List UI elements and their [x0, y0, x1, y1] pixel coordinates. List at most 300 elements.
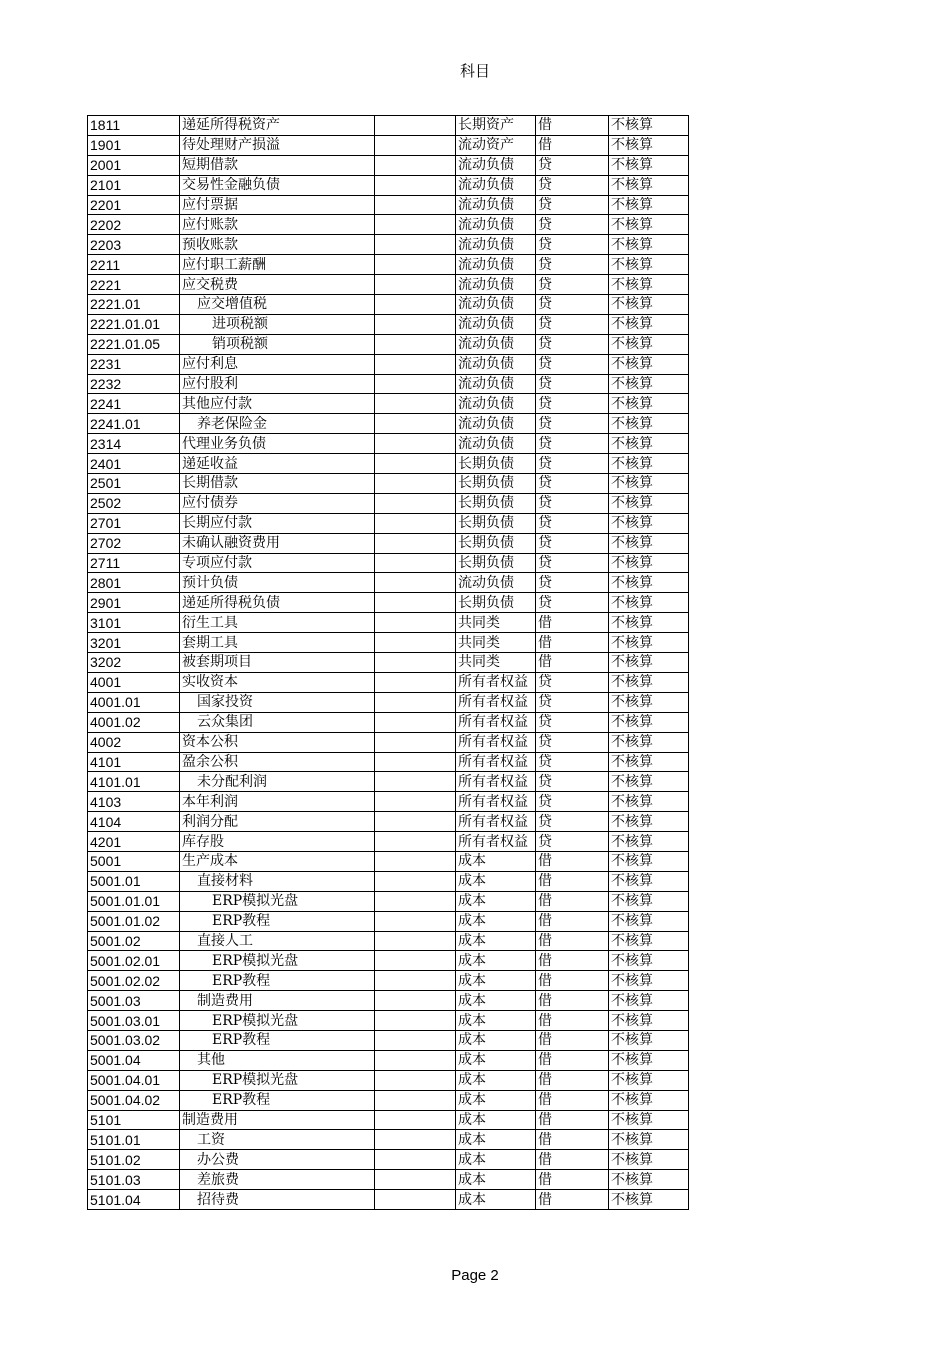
- blank-cell: [375, 1011, 456, 1031]
- account-name-cell: 衍生工具: [180, 613, 375, 633]
- table-row: [88, 533, 689, 553]
- accounting-cell: 不核算: [609, 513, 689, 533]
- accounting-cell: 不核算: [609, 553, 689, 573]
- account-code-cell: 1811: [88, 116, 180, 136]
- blank-cell: [375, 832, 456, 852]
- account-code-cell: 5001.04.01: [88, 1070, 180, 1090]
- account-code-cell: 4001.01: [88, 692, 180, 712]
- balance-direction-cell: 借: [536, 135, 609, 155]
- account-code-cell: 3202: [88, 653, 180, 673]
- account-code-cell: 5101.01: [88, 1130, 180, 1150]
- table-row: [88, 116, 689, 136]
- blank-cell: [375, 235, 456, 255]
- table-row: [88, 1050, 689, 1070]
- accounting-cell: 不核算: [609, 832, 689, 852]
- account-name-cell: 云众集团: [180, 712, 375, 732]
- accounting-cell: 不核算: [609, 474, 689, 494]
- account-code-cell: 2702: [88, 533, 180, 553]
- accounting-cell: 不核算: [609, 752, 689, 772]
- account-code-cell: 2801: [88, 573, 180, 593]
- balance-direction-cell: 借: [536, 1130, 609, 1150]
- blank-cell: [375, 1130, 456, 1150]
- accounting-cell: 不核算: [609, 394, 689, 414]
- account-code-cell: 4002: [88, 732, 180, 752]
- blank-cell: [375, 295, 456, 315]
- account-type-cell: 成本: [456, 991, 536, 1011]
- blank-cell: [375, 155, 456, 175]
- account-code-cell: 4001: [88, 672, 180, 692]
- table-row: [88, 454, 689, 474]
- table-row: [88, 812, 689, 832]
- blank-cell: [375, 573, 456, 593]
- table-row: [88, 314, 689, 334]
- balance-direction-cell: 贷: [536, 235, 609, 255]
- table-row: [88, 692, 689, 712]
- accounting-cell: 不核算: [609, 1190, 689, 1210]
- account-code-cell: 4101: [88, 752, 180, 772]
- table-row: [88, 1150, 689, 1170]
- balance-direction-cell: 贷: [536, 732, 609, 752]
- account-code-cell: 2241: [88, 394, 180, 414]
- blank-cell: [375, 633, 456, 653]
- balance-direction-cell: 借: [536, 991, 609, 1011]
- table-row: [88, 135, 689, 155]
- blank-cell: [375, 613, 456, 633]
- account-name-cell: 其他: [180, 1050, 375, 1070]
- table-row: [88, 752, 689, 772]
- balance-direction-cell: 借: [536, 871, 609, 891]
- balance-direction-cell: 贷: [536, 513, 609, 533]
- balance-direction-cell: 贷: [536, 195, 609, 215]
- account-name-cell: 递延所得税资产: [180, 116, 375, 136]
- account-type-cell: 所有者权益: [456, 772, 536, 792]
- accounting-cell: 不核算: [609, 812, 689, 832]
- blank-cell: [375, 135, 456, 155]
- account-code-cell: 2211: [88, 255, 180, 275]
- account-name-cell: 招待费: [180, 1190, 375, 1210]
- account-code-cell: 3101: [88, 613, 180, 633]
- account-name-cell: 递延收益: [180, 454, 375, 474]
- blank-cell: [375, 653, 456, 673]
- account-code-cell: 2221.01.01: [88, 314, 180, 334]
- blank-cell: [375, 513, 456, 533]
- accounting-cell: 不核算: [609, 354, 689, 374]
- table-row: [88, 374, 689, 394]
- blank-cell: [375, 712, 456, 732]
- balance-direction-cell: 借: [536, 613, 609, 633]
- account-name-cell: 应交增值税: [180, 295, 375, 315]
- balance-direction-cell: 贷: [536, 215, 609, 235]
- account-name-cell: 交易性金融负债: [180, 175, 375, 195]
- accounting-cell: 不核算: [609, 493, 689, 513]
- account-type-cell: 所有者权益: [456, 672, 536, 692]
- account-code-cell: 2314: [88, 434, 180, 454]
- accounting-cell: 不核算: [609, 851, 689, 871]
- accounting-cell: 不核算: [609, 772, 689, 792]
- account-type-cell: 流动负债: [456, 434, 536, 454]
- blank-cell: [375, 752, 456, 772]
- balance-direction-cell: 贷: [536, 712, 609, 732]
- table-row: [88, 175, 689, 195]
- account-type-cell: 流动负债: [456, 394, 536, 414]
- balance-direction-cell: 借: [536, 653, 609, 673]
- blank-cell: [375, 474, 456, 494]
- account-type-cell: 所有者权益: [456, 752, 536, 772]
- balance-direction-cell: 借: [536, 1170, 609, 1190]
- account-type-cell: 流动负债: [456, 175, 536, 195]
- table-row: [88, 792, 689, 812]
- account-type-cell: 长期资产: [456, 116, 536, 136]
- blank-cell: [375, 215, 456, 235]
- account-name-cell: 进项税额: [180, 314, 375, 334]
- accounting-cell: 不核算: [609, 195, 689, 215]
- account-table: [87, 115, 689, 1210]
- accounting-cell: 不核算: [609, 692, 689, 712]
- account-code-cell: 2901: [88, 593, 180, 613]
- account-type-cell: 成本: [456, 911, 536, 931]
- blank-cell: [375, 772, 456, 792]
- balance-direction-cell: 贷: [536, 474, 609, 494]
- account-code-cell: 2711: [88, 553, 180, 573]
- account-code-cell: 2202: [88, 215, 180, 235]
- account-type-cell: 成本: [456, 891, 536, 911]
- account-code-cell: 5001.04.02: [88, 1090, 180, 1110]
- account-name-cell: ERP模拟光盘: [180, 1011, 375, 1031]
- account-type-cell: 流动负债: [456, 354, 536, 374]
- account-name-cell: 代理业务负债: [180, 434, 375, 454]
- account-type-cell: 成本: [456, 1070, 536, 1090]
- account-name-cell: 套期工具: [180, 633, 375, 653]
- blank-cell: [375, 891, 456, 911]
- table-row: [88, 255, 689, 275]
- accounting-cell: 不核算: [609, 792, 689, 812]
- accounting-cell: 不核算: [609, 911, 689, 931]
- accounting-cell: 不核算: [609, 1030, 689, 1050]
- account-type-cell: 所有者权益: [456, 832, 536, 852]
- table-row: [88, 633, 689, 653]
- account-type-cell: 成本: [456, 871, 536, 891]
- account-type-cell: 所有者权益: [456, 712, 536, 732]
- table-row: [88, 235, 689, 255]
- accounting-cell: 不核算: [609, 215, 689, 235]
- account-name-cell: 应付利息: [180, 354, 375, 374]
- accounting-cell: 不核算: [609, 235, 689, 255]
- table-row: [88, 891, 689, 911]
- account-type-cell: 成本: [456, 1110, 536, 1130]
- table-row: [88, 1030, 689, 1050]
- blank-cell: [375, 971, 456, 991]
- table-row: [88, 672, 689, 692]
- balance-direction-cell: 贷: [536, 354, 609, 374]
- account-type-cell: 长期负债: [456, 493, 536, 513]
- account-code-cell: 2231: [88, 354, 180, 374]
- account-code-cell: 4103: [88, 792, 180, 812]
- account-name-cell: ERP教程: [180, 1090, 375, 1110]
- accounting-cell: 不核算: [609, 1090, 689, 1110]
- table-row: [88, 593, 689, 613]
- account-name-cell: 工资: [180, 1130, 375, 1150]
- balance-direction-cell: 借: [536, 911, 609, 931]
- account-code-cell: 5001.02.02: [88, 971, 180, 991]
- account-name-cell: 销项税额: [180, 334, 375, 354]
- accounting-cell: 不核算: [609, 1170, 689, 1190]
- account-name-cell: 应付票据: [180, 195, 375, 215]
- account-code-cell: 5101.03: [88, 1170, 180, 1190]
- account-type-cell: 所有者权益: [456, 812, 536, 832]
- balance-direction-cell: 贷: [536, 255, 609, 275]
- table-row: [88, 434, 689, 454]
- account-type-cell: 共同类: [456, 653, 536, 673]
- accounting-cell: 不核算: [609, 175, 689, 195]
- account-name-cell: 待处理财产损溢: [180, 135, 375, 155]
- accounting-cell: 不核算: [609, 633, 689, 653]
- table-row: [88, 911, 689, 931]
- account-name-cell: ERP模拟光盘: [180, 1070, 375, 1090]
- account-type-cell: 共同类: [456, 633, 536, 653]
- table-row: [88, 1011, 689, 1031]
- account-name-cell: 国家投资: [180, 692, 375, 712]
- blank-cell: [375, 275, 456, 295]
- balance-direction-cell: 借: [536, 971, 609, 991]
- account-code-cell: 5001.04: [88, 1050, 180, 1070]
- account-type-cell: 成本: [456, 1030, 536, 1050]
- blank-cell: [375, 732, 456, 752]
- blank-cell: [375, 991, 456, 1011]
- account-type-cell: 长期负债: [456, 454, 536, 474]
- accounting-cell: 不核算: [609, 1070, 689, 1090]
- table-row: [88, 215, 689, 235]
- accounting-cell: 不核算: [609, 314, 689, 334]
- blank-cell: [375, 255, 456, 275]
- balance-direction-cell: 贷: [536, 752, 609, 772]
- account-type-cell: 所有者权益: [456, 692, 536, 712]
- account-code-cell: 2201: [88, 195, 180, 215]
- blank-cell: [375, 553, 456, 573]
- account-type-cell: 流动负债: [456, 215, 536, 235]
- account-table-body: [88, 116, 689, 1210]
- accounting-cell: 不核算: [609, 931, 689, 951]
- table-row: [88, 1070, 689, 1090]
- account-name-cell: 利润分配: [180, 812, 375, 832]
- blank-cell: [375, 374, 456, 394]
- accounting-cell: 不核算: [609, 414, 689, 434]
- account-code-cell: 5001.03: [88, 991, 180, 1011]
- blank-cell: [375, 533, 456, 553]
- accounting-cell: 不核算: [609, 454, 689, 474]
- table-row: [88, 832, 689, 852]
- account-type-cell: 流动负债: [456, 573, 536, 593]
- balance-direction-cell: 贷: [536, 374, 609, 394]
- balance-direction-cell: 借: [536, 931, 609, 951]
- account-type-cell: 成本: [456, 1130, 536, 1150]
- accounting-cell: 不核算: [609, 1050, 689, 1070]
- table-row: [88, 1170, 689, 1190]
- account-name-cell: ERP模拟光盘: [180, 951, 375, 971]
- account-name-cell: 被套期项目: [180, 653, 375, 673]
- account-type-cell: 长期负债: [456, 593, 536, 613]
- account-type-cell: 成本: [456, 1150, 536, 1170]
- table-row: [88, 573, 689, 593]
- account-code-cell: 3201: [88, 633, 180, 653]
- accounting-cell: 不核算: [609, 653, 689, 673]
- blank-cell: [375, 672, 456, 692]
- table-row: [88, 653, 689, 673]
- account-code-cell: 5001.02.01: [88, 951, 180, 971]
- balance-direction-cell: 借: [536, 1190, 609, 1210]
- account-code-cell: 5001: [88, 851, 180, 871]
- table-row: [88, 553, 689, 573]
- account-type-cell: 流动资产: [456, 135, 536, 155]
- account-name-cell: 养老保险金: [180, 414, 375, 434]
- account-name-cell: 盈余公积: [180, 752, 375, 772]
- account-code-cell: 2232: [88, 374, 180, 394]
- accounting-cell: 不核算: [609, 971, 689, 991]
- table-row: [88, 394, 689, 414]
- account-code-cell: 2001: [88, 155, 180, 175]
- account-type-cell: 共同类: [456, 613, 536, 633]
- account-type-cell: 流动负债: [456, 314, 536, 334]
- account-name-cell: 应交税费: [180, 275, 375, 295]
- balance-direction-cell: 贷: [536, 314, 609, 334]
- account-name-cell: 制造费用: [180, 1110, 375, 1130]
- balance-direction-cell: 贷: [536, 295, 609, 315]
- account-type-cell: 流动负债: [456, 195, 536, 215]
- account-name-cell: 制造费用: [180, 991, 375, 1011]
- balance-direction-cell: 借: [536, 1030, 609, 1050]
- table-row: [88, 1190, 689, 1210]
- account-type-cell: 成本: [456, 1050, 536, 1070]
- account-type-cell: 成本: [456, 1170, 536, 1190]
- account-name-cell: ERP教程: [180, 911, 375, 931]
- blank-cell: [375, 314, 456, 334]
- balance-direction-cell: 借: [536, 1070, 609, 1090]
- account-name-cell: 长期借款: [180, 474, 375, 494]
- account-code-cell: 5101: [88, 1110, 180, 1130]
- balance-direction-cell: 贷: [536, 334, 609, 354]
- blank-cell: [375, 1050, 456, 1070]
- account-name-cell: 资本公积: [180, 732, 375, 752]
- blank-cell: [375, 195, 456, 215]
- page-title: 科目: [459, 62, 490, 80]
- blank-cell: [375, 593, 456, 613]
- account-type-cell: 成本: [456, 1011, 536, 1031]
- account-code-cell: 4201: [88, 832, 180, 852]
- table-row: [88, 414, 689, 434]
- blank-cell: [375, 1070, 456, 1090]
- account-type-cell: 长期负债: [456, 533, 536, 553]
- table-row: [88, 951, 689, 971]
- table-row: [88, 474, 689, 494]
- accounting-cell: 不核算: [609, 255, 689, 275]
- accounting-cell: 不核算: [609, 1011, 689, 1031]
- blank-cell: [375, 1190, 456, 1210]
- blank-cell: [375, 175, 456, 195]
- table-row: [88, 513, 689, 533]
- account-name-cell: 应付股利: [180, 374, 375, 394]
- balance-direction-cell: 贷: [536, 533, 609, 553]
- blank-cell: [375, 792, 456, 812]
- account-name-cell: ERP教程: [180, 971, 375, 991]
- accounting-cell: 不核算: [609, 613, 689, 633]
- balance-direction-cell: 借: [536, 1150, 609, 1170]
- blank-cell: [375, 434, 456, 454]
- account-code-cell: 2501: [88, 474, 180, 494]
- table-row: [88, 334, 689, 354]
- balance-direction-cell: 贷: [536, 832, 609, 852]
- account-code-cell: 5001.03.02: [88, 1030, 180, 1050]
- table-row: [88, 971, 689, 991]
- accounting-cell: 不核算: [609, 1150, 689, 1170]
- blank-cell: [375, 871, 456, 891]
- balance-direction-cell: 贷: [536, 692, 609, 712]
- account-name-cell: 应付债券: [180, 493, 375, 513]
- balance-direction-cell: 借: [536, 1090, 609, 1110]
- account-name-cell: 直接人工: [180, 931, 375, 951]
- account-name-cell: 预计负债: [180, 573, 375, 593]
- account-name-cell: 应付职工薪酬: [180, 255, 375, 275]
- balance-direction-cell: 借: [536, 1110, 609, 1130]
- accounting-cell: 不核算: [609, 374, 689, 394]
- balance-direction-cell: 贷: [536, 275, 609, 295]
- account-name-cell: 实收资本: [180, 672, 375, 692]
- blank-cell: [375, 493, 456, 513]
- table-row: [88, 1090, 689, 1110]
- accounting-cell: 不核算: [609, 334, 689, 354]
- account-code-cell: 2221: [88, 275, 180, 295]
- table-row: [88, 991, 689, 1011]
- accounting-cell: 不核算: [609, 1110, 689, 1130]
- balance-direction-cell: 借: [536, 951, 609, 971]
- account-type-cell: 流动负债: [456, 255, 536, 275]
- accounting-cell: 不核算: [609, 593, 689, 613]
- accounting-cell: 不核算: [609, 275, 689, 295]
- balance-direction-cell: 贷: [536, 394, 609, 414]
- account-name-cell: 未分配利润: [180, 772, 375, 792]
- balance-direction-cell: 贷: [536, 772, 609, 792]
- blank-cell: [375, 454, 456, 474]
- accounting-cell: 不核算: [609, 732, 689, 752]
- table-row: [88, 931, 689, 951]
- table-row: [88, 871, 689, 891]
- table-row: [88, 1130, 689, 1150]
- account-code-cell: 2701: [88, 513, 180, 533]
- blank-cell: [375, 334, 456, 354]
- blank-cell: [375, 414, 456, 434]
- account-code-cell: 4001.02: [88, 712, 180, 732]
- blank-cell: [375, 354, 456, 374]
- account-type-cell: 成本: [456, 1090, 536, 1110]
- account-type-cell: 长期负债: [456, 553, 536, 573]
- account-code-cell: 1901: [88, 135, 180, 155]
- blank-cell: [375, 116, 456, 136]
- account-name-cell: 短期借款: [180, 155, 375, 175]
- blank-cell: [375, 692, 456, 712]
- account-type-cell: 流动负债: [456, 295, 536, 315]
- accounting-cell: 不核算: [609, 135, 689, 155]
- account-type-cell: 长期负债: [456, 513, 536, 533]
- table-row: [88, 155, 689, 175]
- account-type-cell: 成本: [456, 1190, 536, 1210]
- accounting-cell: 不核算: [609, 891, 689, 911]
- table-row: [88, 275, 689, 295]
- balance-direction-cell: 借: [536, 633, 609, 653]
- accounting-cell: 不核算: [609, 991, 689, 1011]
- account-name-cell: 差旅费: [180, 1170, 375, 1190]
- account-type-cell: 流动负债: [456, 155, 536, 175]
- account-name-cell: 生产成本: [180, 851, 375, 871]
- blank-cell: [375, 931, 456, 951]
- account-code-cell: 5101.02: [88, 1150, 180, 1170]
